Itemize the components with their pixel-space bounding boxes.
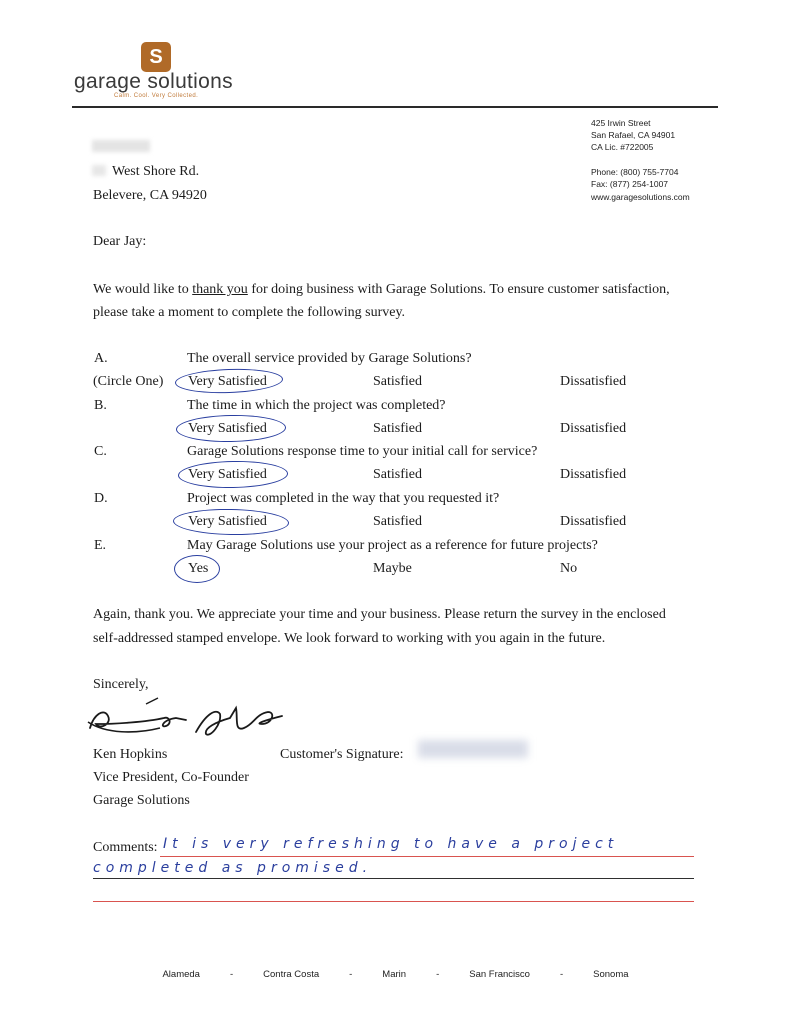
- salutation: Dear Jay:: [93, 234, 147, 249]
- company-name: garage solutions: [74, 70, 233, 93]
- circle-one-instruction: (Circle One): [93, 374, 164, 389]
- intro-paragraph-line1: [93, 282, 670, 298]
- selection-circle-mark: [175, 367, 284, 395]
- question-text: Garage Solutions response time to your initial call for service?: [187, 444, 538, 459]
- redacted-recipient-name: [92, 140, 150, 152]
- footer-separator: -: [229, 969, 234, 980]
- option-satisfied[interactable]: Satisfied: [373, 467, 422, 482]
- selection-circle-mark: [173, 508, 289, 536]
- logo-letter: S: [149, 46, 163, 68]
- intro-underlined: thank you: [192, 282, 248, 297]
- sender-website: www.garagesolutions.com: [591, 192, 690, 202]
- option-dissatisfied[interactable]: Dissatisfied: [560, 514, 627, 529]
- footer-separator: -: [559, 969, 564, 980]
- signatory-name: Ken Hopkins: [93, 747, 168, 762]
- footer-locations: [0, 964, 791, 982]
- option-dissatisfied[interactable]: Dissatisfied: [560, 467, 627, 482]
- option-satisfied[interactable]: Satisfied: [373, 421, 422, 436]
- location-contra-costa: Contra Costa: [263, 969, 320, 980]
- option-yes[interactable]: Yes: [188, 561, 209, 576]
- closing-paragraph-line2: self-addressed stamped envelope. We look forward to working with you again in the future.: [93, 631, 606, 646]
- comments-label: Comments:: [93, 840, 158, 855]
- footer-separator: -: [436, 969, 440, 980]
- selection-circle-mark: [174, 555, 220, 583]
- comment-underline: [160, 856, 694, 857]
- location-marin: Marin: [382, 969, 407, 980]
- option-very-satisfied[interactable]: Very Satisfied: [188, 514, 267, 529]
- question-text: May Garage Solutions use your project as a reference for future projects?: [187, 538, 598, 553]
- sincerely: Sincerely,: [93, 677, 149, 692]
- option-very-satisfied[interactable]: Very Satisfied: [188, 467, 267, 482]
- header-divider: [72, 106, 718, 108]
- ken-hopkins-signature: [86, 694, 306, 752]
- comment-line: [93, 878, 694, 879]
- option-dissatisfied[interactable]: Dissatisfied: [560, 421, 627, 436]
- redacted-house-number: [92, 165, 106, 176]
- sender-fax: Fax: (877) 254-1007: [591, 179, 669, 189]
- redacted-customer-signature: [418, 740, 528, 758]
- option-very-satisfied[interactable]: Very Satisfied: [188, 421, 267, 436]
- question-text: The time in which the project was completed?: [187, 398, 446, 413]
- sender-city: San Rafael, CA 94901: [591, 130, 676, 140]
- company-logo-icon: [141, 42, 171, 72]
- question-letter: B.: [94, 398, 107, 413]
- option-satisfied[interactable]: Satisfied: [373, 374, 422, 389]
- location-alameda: Alameda: [162, 969, 200, 980]
- sender-phone: Phone: (800) 755-7704: [591, 167, 679, 177]
- company-tagline: Calm. Cool. Very Collected.: [114, 93, 199, 99]
- sender-street: 425 Irwin Street: [591, 118, 651, 128]
- selection-circle-mark: [176, 414, 286, 443]
- option-dissatisfied[interactable]: Dissatisfied: [560, 374, 627, 389]
- option-maybe[interactable]: Maybe: [373, 561, 412, 576]
- selection-circle-mark: [178, 460, 288, 489]
- location-sonoma: Sonoma: [593, 969, 629, 980]
- intro-paragraph-line2: please take a moment to complete the following survey.: [93, 305, 406, 320]
- option-satisfied[interactable]: Satisfied: [373, 514, 422, 529]
- closing-paragraph-line1: Again, thank you. We appreciate your time and your business. Please return the survey in the enclosed: [93, 607, 666, 622]
- signatory-company: Garage Solutions: [93, 793, 190, 808]
- recipient-street: West Shore Rd.: [112, 164, 200, 179]
- footer-separator: -: [349, 969, 353, 980]
- comment-line: [93, 901, 694, 902]
- question-letter: C.: [94, 444, 107, 459]
- question-text: Project was completed in the way that you requested it?: [187, 491, 500, 506]
- comment-handwritten-line1: It is very refreshing to have a project: [163, 836, 619, 852]
- question-letter: D.: [94, 491, 108, 506]
- question-letter: A.: [94, 351, 108, 366]
- signatory-title: Vice President, Co-Founder: [93, 770, 249, 785]
- question-letter: E.: [94, 538, 107, 553]
- option-very-satisfied[interactable]: Very Satisfied: [188, 374, 267, 389]
- recipient-city: Belevere, CA 94920: [93, 188, 207, 203]
- option-no[interactable]: No: [560, 561, 578, 576]
- intro-before: We would like to: [93, 282, 193, 297]
- comment-handwritten-line2: completed as promised.: [93, 860, 373, 876]
- location-san-francisco: San Francisco: [469, 969, 530, 980]
- question-text: The overall service provided by Garage Solutions?: [187, 351, 472, 366]
- customer-signature-label: Customer's Signature:: [280, 747, 404, 762]
- intro-after: for doing business with Garage Solutions. To ensure customer satisfaction,: [247, 282, 670, 297]
- sender-license: CA Lic. #722005: [591, 142, 654, 152]
